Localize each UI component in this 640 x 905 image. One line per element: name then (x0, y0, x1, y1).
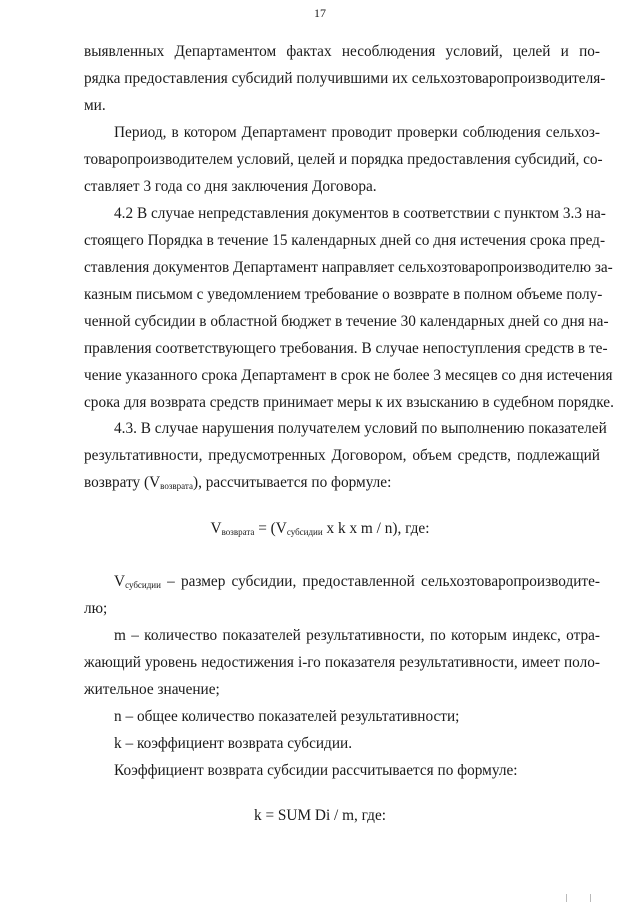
text-line: жающий уровень недостижения i-го показателя результативности, имеет поло- (84, 654, 600, 671)
formula-fragment: = (V (254, 520, 287, 537)
subscript: возврата (160, 481, 193, 491)
text-line: ставления документов Департамент направляет сельхозтоваропроизводителю за- (84, 259, 613, 276)
text-line: ченной субсидии в областной бюджет в течение 30 календарных дней со дня на- (84, 313, 609, 330)
paragraph-3 (84, 200, 614, 416)
paragraph-4 (84, 415, 607, 496)
text-line: чение указанного срока Департамент в срок не более 3 месяцев со дня истечения (84, 367, 613, 384)
text-line (84, 469, 600, 496)
paragraph-1 (84, 38, 606, 119)
text-line: правления соответствующего требования. В случае непоступления средств в те- (84, 340, 608, 357)
formula-coefficient: k = SUM Di / m, где: (254, 807, 386, 824)
paragraph-2 (84, 119, 603, 200)
text-line: казным письмом с уведомлением требование о возврате в полном объеме полу- (84, 286, 603, 303)
page-number: 17 (314, 6, 326, 20)
text-line: результативности, предусмотренных Договором, объем средств, подлежащий (84, 447, 600, 464)
text-fragment: – размер субсидии, предоставленной сельхозтоваропроизводите- (160, 573, 600, 590)
scan-marks: | | (566, 893, 602, 902)
text-line: лю; (84, 600, 108, 617)
formula-symbol: V (210, 520, 222, 537)
text-line (84, 568, 600, 595)
subscript: субсидии (125, 580, 161, 590)
subscript: субсидии (286, 527, 323, 537)
text-line: Коэффициент возврата субсидии рассчитывается по формуле: (114, 762, 518, 779)
text-line: рядка предоставления субсидий получившими их сельхозтоваропроизводителя- (84, 70, 606, 87)
text-line: срока для возврата средств принимает меры к их взысканию в судебном порядке. (84, 394, 614, 411)
coefficient-intro (84, 757, 600, 784)
formula-return-volume (0, 520, 640, 538)
text-line: жительное значение; (84, 681, 220, 698)
text-line: выявленных Департаментом фактах несоблюдения условий, целей и по- (84, 43, 600, 60)
definition-n (84, 703, 600, 730)
formula-symbol: V (114, 573, 126, 590)
text-line: 4.2 В случае непредставления документов в соответствии с пунктом 3.3 на- (114, 205, 606, 222)
text-line: ми. (84, 97, 106, 114)
subscript: возврата (221, 527, 255, 537)
text-line: 4.3. В случае нарушения получателем условий по выполнению показателей (114, 420, 607, 437)
definition-k (84, 730, 600, 757)
definition-v-subsidy (84, 568, 600, 622)
text-line: k – коэффициент возврата субсидии. (114, 735, 353, 752)
text-line: Период, в котором Департамент проводит проверки соблюдения сельхоз- (114, 124, 600, 141)
text-line: стоящего Порядка в течение 15 календарных дней со дня истечения срока пред- (84, 232, 606, 249)
text-line: ставляет 3 года со дня заключения Договора. (84, 178, 377, 195)
definition-m (84, 622, 600, 703)
text-line: товаропроизводителем условий, целей и порядка предоставления субсидий, со- (84, 151, 603, 168)
text-fragment: возврату (V (84, 474, 161, 491)
text-line: n – общее количество показателей результативности; (114, 708, 460, 725)
text-line: m – количество показателей результативности, по которым индекс, отра- (114, 627, 600, 644)
text-fragment: ), рассчитывается по формуле: (192, 474, 392, 491)
formula-fragment: x k x m / n), где: (322, 520, 430, 537)
